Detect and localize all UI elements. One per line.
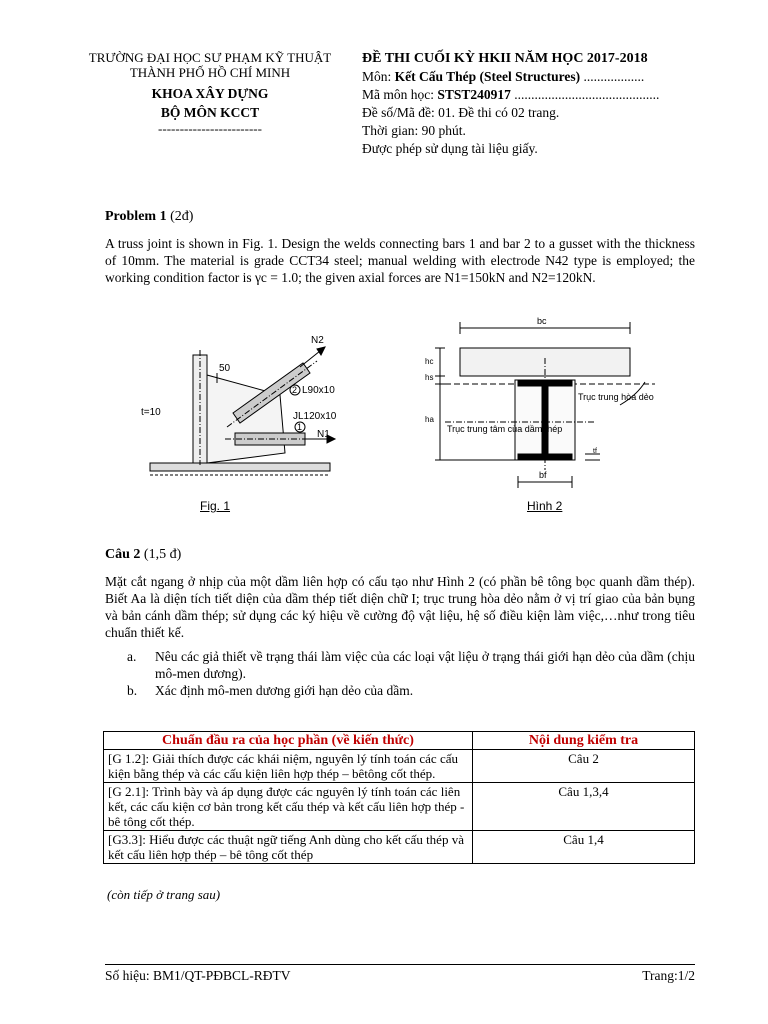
fig1-label-2: 2 — [292, 385, 298, 395]
fig2-centroid-text: Trục trung tâm của dầm thép — [447, 424, 563, 434]
problem1-title: Problem 1 — [105, 209, 167, 224]
fig2-label-hs: hs — [425, 373, 434, 382]
problem1-points: (2đ) — [166, 209, 194, 224]
problem1-heading — [105, 209, 193, 225]
subject-line — [362, 68, 722, 86]
table-header-row — [104, 732, 695, 750]
continued-note: (còn tiếp ở trang sau) — [107, 887, 221, 902]
question2-text: Mặt cắt ngang ở nhịp của một dầm liên hợp có cấu tạo như Hình 2 (có phần bê tông bọc quanh dầm thép). Biết Aa là diện tích tiết diện của dầm thép tiết diện chữ I; trục trung hòa dẻo nằm ở vị trí giao của bản bụng và bản cánh dầm thép; sử dụng các ký hiệu về cường độ vật liệu, hệ số điều kiện làm việc,…như trong tiêu chuẩn thiết kế. — [105, 574, 695, 640]
fig1-base-plate — [150, 463, 330, 471]
code-line — [362, 86, 722, 104]
exam-title: ĐỀ THI CUỐI KỲ HKII NĂM HỌC 2017-2018 — [362, 51, 648, 66]
fig2-label-bc: bc — [537, 316, 547, 326]
subject-label: Môn: — [362, 69, 395, 84]
fig2-label-bf: bf — [539, 470, 547, 480]
exam-materials: Được phép sử dụng tài liệu giấy. — [362, 141, 538, 156]
header-exam-info — [362, 50, 722, 158]
table-cell-outcome: [G 2.1]: Trình bày và áp dụng được các nguyên lý tính toán các liên kết, các cấu kiện cơ bản trong kết cấu thép và kết cấu liên hợp thép - bê tông cốt thép. — [104, 783, 473, 831]
table-cell-content: Câu 2 — [473, 750, 695, 783]
question2-heading — [105, 547, 181, 563]
fig2-label-plastic — [578, 392, 654, 402]
course-code: STST240917 — [437, 87, 511, 102]
problem1-text: A truss joint is shown in Fig. 1. Design the welds connecting bars 1 and bar 2 to a gusset with the thickness of 10mm. The material is grade CCT34 steel; manual welding with electrode N42 type is employed; the working condition factor is γc = 1.0; the given axial forces are N1=150kN and N2=120kN. — [105, 236, 695, 285]
code-dots: ........................................... — [510, 87, 660, 102]
subject: Kết Cấu Thép (Steel Structures) — [394, 69, 581, 84]
table-header-content: Nội dung kiểm tra — [473, 732, 695, 750]
fig1-label-t: t=10 — [141, 407, 161, 418]
fig2-diagram — [415, 310, 695, 495]
item-b-label: b. — [127, 683, 138, 698]
footer — [105, 964, 695, 984]
table-header-outcome: Chuẩn đầu ra của học phần (về kiến thức) — [104, 732, 473, 750]
exam-time: Thời gian: 90 phút. — [362, 123, 466, 138]
code-label: Mã môn học: — [362, 87, 438, 102]
faculty: KHOA XÂY DỰNG — [151, 86, 269, 101]
header-school — [70, 50, 350, 136]
fig1-diagram — [135, 335, 365, 485]
fig1-label-1: 1 — [297, 422, 303, 432]
fig1-label-50: 50 — [219, 363, 231, 374]
item-a-label: a. — [127, 649, 137, 664]
table-row — [104, 750, 695, 783]
header-divider: ------------------------ — [158, 121, 262, 136]
fig2-caption: Hình 2 — [527, 499, 563, 513]
table-row — [104, 783, 695, 831]
fig2-label-ha: ha — [425, 415, 434, 424]
school-line-2: THÀNH PHỐ HỒ CHÍ MINH — [129, 65, 291, 80]
fig2-label-hc: hc — [425, 357, 434, 366]
fig1-label-n2: N2 — [311, 335, 324, 346]
fig1-label-jl: JL120x10 — [293, 411, 337, 422]
fig1-caption: Fig. 1 — [200, 499, 231, 513]
exam-number: Đề số/Mã đề: 01. Đề thi có 02 trang. — [362, 105, 560, 120]
table-cell-outcome: [G3.3]: Hiểu được các thuật ngữ tiếng Anh dùng cho kết cấu thép và kết cấu liên hợp thép – bê tông cốt thép — [104, 831, 473, 864]
footer-code: Số hiệu: BM1/QT-PĐBCL-RĐTV — [105, 968, 291, 983]
fig2-label-centroid — [447, 424, 562, 434]
table-cell-content: Câu 1,4 — [473, 831, 695, 864]
question2-title: Câu 2 — [105, 547, 141, 562]
fig2-label-tf: tf — [593, 448, 597, 455]
table-cell-content: Câu 1,3,4 — [473, 783, 695, 831]
school-line-1: TRƯỜNG ĐẠI HỌC SƯ PHẠM KỸ THUẬT — [88, 50, 332, 65]
fig1-label-l90: L90x10 — [302, 385, 335, 396]
learning-outcomes-table — [103, 731, 695, 864]
fig1-label-n1: N1 — [317, 429, 330, 440]
subject-dots: .................. — [580, 69, 645, 84]
table-cell-outcome: [G 1.2]: Giải thích được các khái niệm, nguyên lý tính toán các cấu kiện bằng thép và các cấu kiện liên hợp thép – bêtông cốt thép. — [104, 750, 473, 783]
table-row — [104, 831, 695, 864]
fig2-plastic-text: Trục trung hòa dẻo — [578, 392, 654, 402]
question2-points: (1,5 đ) — [140, 547, 182, 562]
department: BỘ MÔN KCCT — [160, 105, 260, 120]
item-b-text: Xác định mô-men dương giới hạn dẻo của dầm. — [155, 683, 414, 698]
footer-page: Trang:1/2 — [642, 968, 695, 983]
item-a-text: Nêu các giả thiết về trạng thái làm việc của các loại vật liệu ở trạng thái giới hạn dẻo của dầm (chịu mô-men dương). — [155, 649, 695, 681]
